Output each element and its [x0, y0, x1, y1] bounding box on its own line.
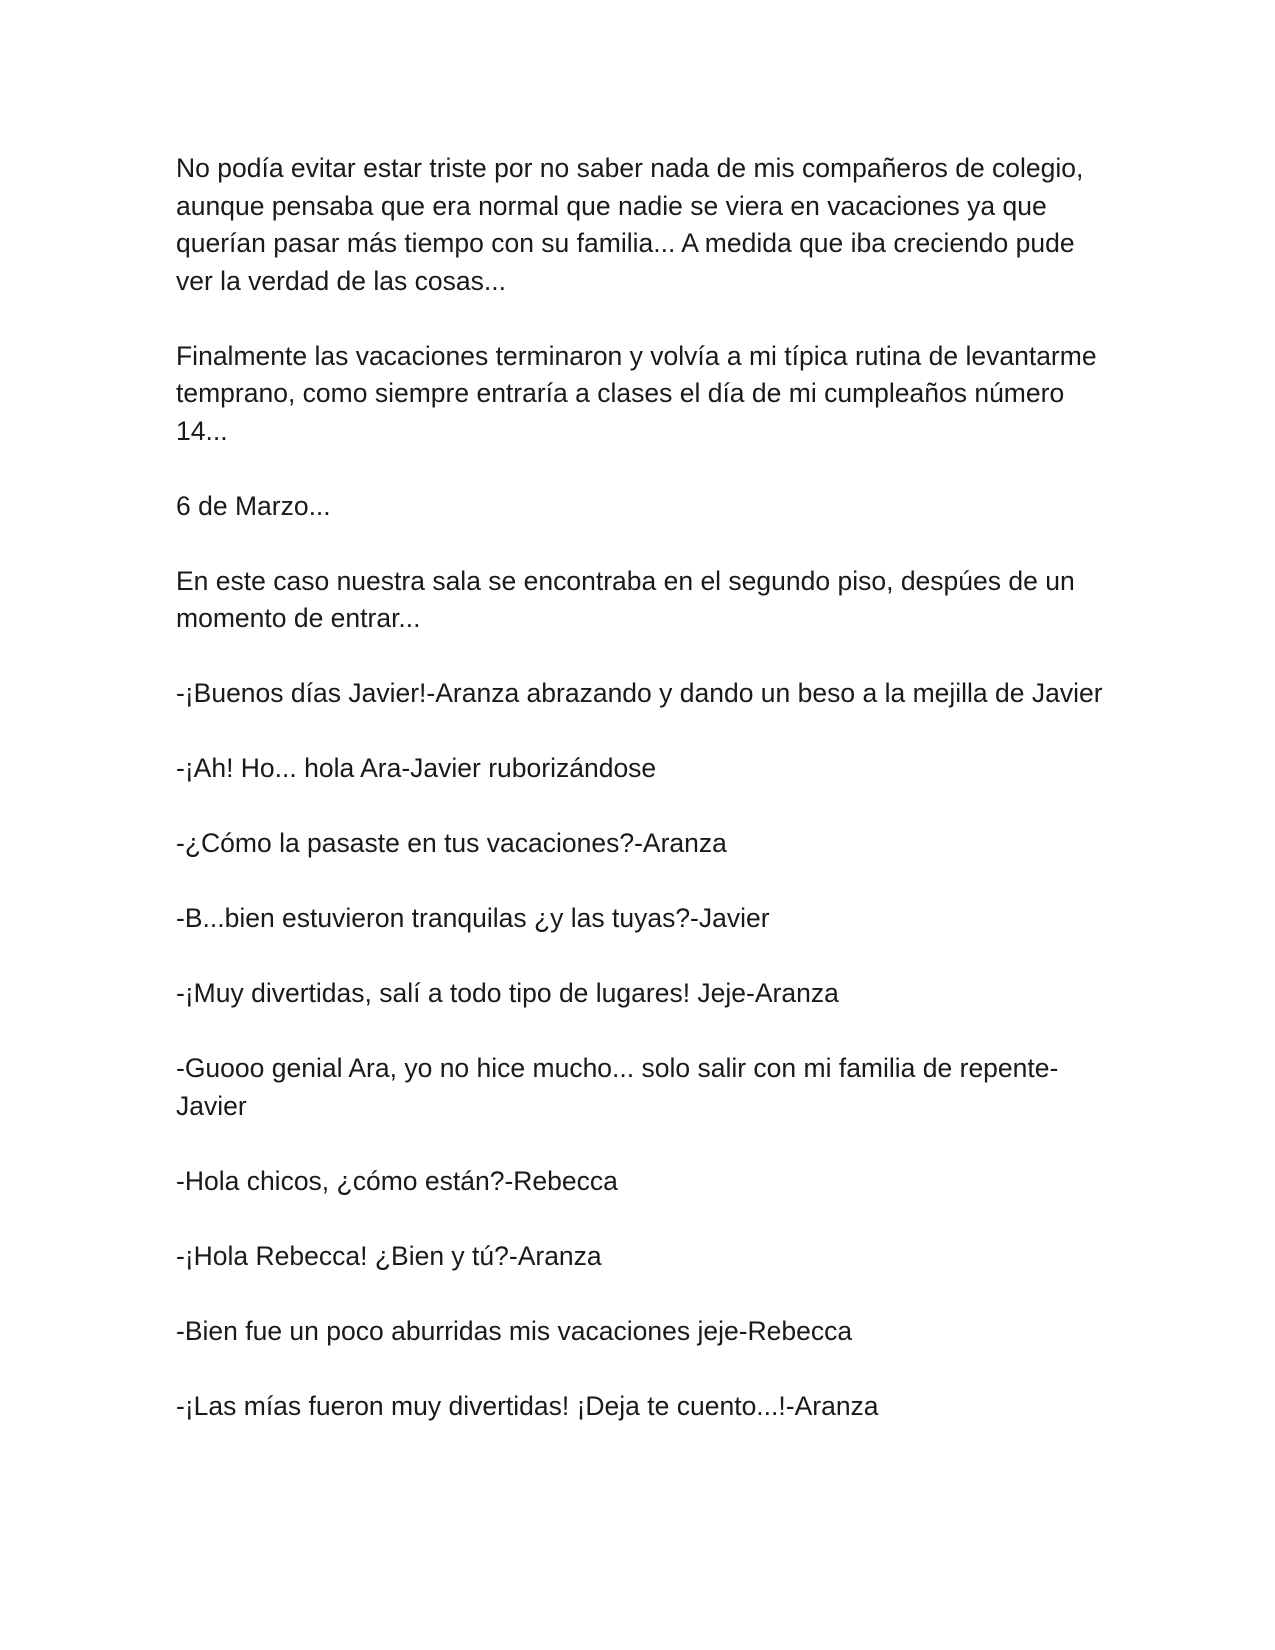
dialogue-line: -Bien fue un poco aburridas mis vacaciones jeje-Rebecca: [176, 1315, 853, 1346]
dialogue-line: -¡Ah! Ho... hola Ara-Javier ruborizándose: [176, 753, 657, 783]
paragraph-date: 6 de Marzo...: [176, 490, 331, 521]
paragraph-vacation-end: Finalmente las vacaciones terminaron y volvía a mi típica rutina de levantarme temprano, como siempre entraría a clases el día de mi cumpleaños número 14...: [176, 340, 1097, 446]
paragraph-classroom: En este caso nuestra sala se encontraba en el segundo piso, despúes de un momento de entrar...: [176, 565, 1075, 633]
dialogue-line: -¿Cómo la pasaste en tus vacaciones?-Aranza: [176, 828, 727, 858]
dialogue-line: -¡Hola Rebecca! ¿Bien y tú?-Aranza: [176, 1240, 602, 1271]
dialogue-line: -Hola chicos, ¿cómo están?-Rebecca: [176, 1165, 618, 1196]
dialogue-line: -Guooo genial Ara, yo no hice mucho... solo salir con mi familia de repente-Javier: [176, 1053, 1059, 1121]
dialogue-line: -¡Buenos días Javier!-Aranza abrazando y dando un beso a la mejilla de Javier: [176, 678, 1103, 708]
dialogue-line: -B...bien estuvieron tranquilas ¿y las tuyas?-Javier: [176, 903, 770, 933]
paragraph-intro: No podía evitar estar triste por no saber nada de mis compañeros de colegio, aunque pensaba que era normal que nadie se viera en vacaciones ya que querían pasar más tiempo con su familia... A medida que iba creciendo pude ver la verdad de las cosas...: [176, 153, 1084, 296]
document-body: [176, 150, 1106, 1463]
dialogue-line: -¡Muy divertidas, salí a todo tipo de lugares! Jeje-Aranza: [176, 978, 839, 1008]
dialogue-line: -¡Las mías fueron muy divertidas! ¡Deja te cuento...!-Aranza: [176, 1390, 879, 1421]
